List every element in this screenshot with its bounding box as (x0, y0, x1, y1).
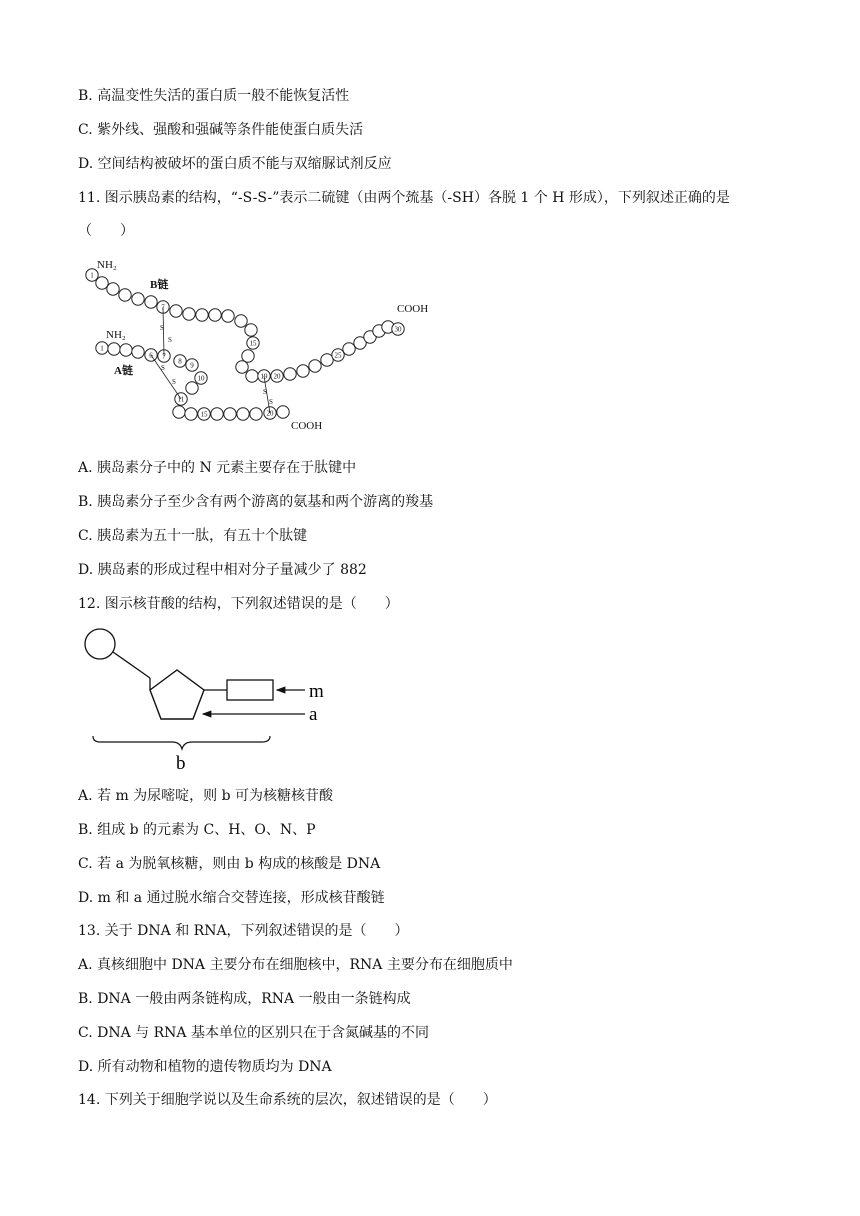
b-chain-cooh-label: COOH (397, 303, 429, 315)
q11-option-a: A. 胰岛素分子中的 N 元素主要存在于肽键中 (78, 460, 357, 476)
b-label: b (176, 753, 186, 774)
b-chain-amino-acid-bead (309, 360, 321, 372)
b-chain-bead-number: 1 (90, 271, 94, 280)
a-chain-amino-acid-bead (250, 408, 262, 420)
a-chain-cooh-label: COOH (291, 420, 323, 432)
m-label: m (309, 681, 324, 702)
sulfur-label: S (269, 398, 273, 406)
q11-stem: 11. 图示胰岛素的结构，“-S-S-”表示二硫键（由两个巯基（-SH）各脱 1 个 H 形成），下列叙述正确的是 (78, 190, 730, 206)
b-chain-bead-number: 30 (394, 325, 402, 334)
a-chain-amino-acid-bead (132, 346, 144, 358)
b-chain-bead-number: 7 (161, 303, 165, 312)
a-chain-bead-number: 7 (162, 352, 166, 361)
b-chain-amino-acid-bead (246, 370, 258, 382)
a-chain-label: A链 (114, 365, 133, 377)
a-chain-amino-acid-bead (120, 344, 132, 356)
q10-option-c: C. 紫外线、强酸和强碱等条件能使蛋白质失活 (78, 122, 364, 138)
a-chain-bead-number: 9 (190, 361, 194, 370)
q12-option-a: A. 若 m 为尿嘧啶，则 b 可为核糖核苷酸 (78, 788, 334, 804)
b-chain-amino-acid-bead (245, 324, 257, 336)
q13-option-c: C. DNA 与 RNA 基本单位的区别只在于含氮碱基的不同 (78, 1025, 429, 1041)
a-chain-bead-number: 15 (200, 410, 208, 419)
b-chain-label: B链 (150, 279, 169, 291)
a-chain-nh2-label: NH₂ (106, 329, 126, 341)
a-chain-amino-acid-bead (186, 382, 198, 394)
b-chain-bead-number: 20 (273, 372, 281, 381)
b-chain-amino-acid-bead (119, 289, 131, 301)
sulfur-label: S (161, 364, 165, 372)
b-chain-amino-acid-bead (96, 277, 108, 289)
q10-option-d: D. 空间结构被破坏的蛋白质不能与双缩脲试剂反应 (78, 156, 392, 172)
a-chain-amino-acid-bead (173, 406, 185, 418)
b-chain-amino-acid-bead (196, 309, 208, 321)
b-chain-amino-acid-bead (343, 343, 355, 355)
b-chain-amino-acid-bead (132, 293, 144, 305)
b-chain-amino-acid-bead (297, 365, 309, 377)
b-brace (93, 736, 270, 749)
b-chain-bead-number: 25 (334, 351, 342, 360)
phosphate-circle (85, 629, 115, 659)
q12-option-c: C. 若 a 为脱氧核糖，则由 b 构成的核酸是 DNA (78, 856, 381, 872)
b-chain-amino-acid-bead (107, 283, 119, 295)
b-chain-amino-acid-bead (145, 296, 157, 308)
base-rectangle (227, 680, 273, 700)
b-chain-bead-number: 15 (249, 339, 257, 348)
sulfur-label: S (263, 388, 267, 396)
q11-option-d: D. 胰岛素的形成过程中相对分子量减少了 882 (78, 562, 367, 578)
pentose-sugar-pentagon (150, 670, 204, 719)
q13-option-a: A. 真核细胞中 DNA 主要分布在细胞核中，RNA 主要分布在细胞质中 (78, 957, 513, 973)
b-chain-amino-acid-bead (284, 368, 296, 380)
sulfur-label: S (160, 324, 164, 332)
b-chain-amino-acid-bead (222, 310, 234, 322)
q11-option-c: C. 胰岛素为五十一肽，有五十个肽键 (78, 528, 308, 544)
a-chain-amino-acid-bead (211, 408, 223, 420)
q13-stem: 13. 关于 DNA 和 RNA，下列叙述错误的是（ ） (78, 923, 409, 939)
a-chain-bead-number: 11 (177, 395, 185, 404)
b-chain-amino-acid-bead (183, 308, 195, 320)
q12-stem: 12. 图示核苷酸的结构，下列叙述错误的是（ ） (78, 596, 399, 612)
b-chain-amino-acid-bead (242, 350, 254, 362)
a-chain-amino-acid-bead (108, 343, 120, 355)
a-chain-bead-number: 20 (266, 409, 274, 418)
insulin-structure-diagram (80, 252, 460, 442)
b-chain-amino-acid-bead (170, 305, 182, 317)
q13-option-b: B. DNA 一般由两条链构成，RNA 一般由一条链构成 (78, 991, 411, 1007)
a-chain-bead-number: 8 (178, 357, 182, 366)
b-chain-amino-acid-bead (235, 315, 247, 327)
q12-option-d: D. m 和 a 通过脱水缩合交替连接，形成核苷酸链 (78, 890, 385, 906)
q14-stem: 14. 下列关于细胞学说以及生命系统的层次，叙述错误的是（ ） (78, 1092, 497, 1108)
a-chain-bead-number: 1 (100, 344, 104, 353)
a-chain-amino-acid-bead (237, 408, 249, 420)
q13-option-d: D. 所有动物和植物的遗传物质均为 DNA (78, 1059, 332, 1075)
a-chain-amino-acid-bead (224, 408, 236, 420)
q12-option-b: B. 组成 b 的元素为 C、H、O、N、P (78, 822, 316, 838)
a-chain-bead-number: 6 (149, 351, 153, 360)
q11-answer-paren: （ ） (78, 223, 134, 239)
sulfur-label: S (172, 378, 176, 386)
sulfur-label: S (168, 336, 172, 344)
b-chain-amino-acid-bead (209, 309, 221, 321)
a-chain-amino-acid-bead (185, 408, 197, 420)
a-label: a (309, 704, 318, 725)
q10-option-b: B. 高温变性失活的蛋白质一般不能恢复活性 (78, 88, 350, 104)
b-chain-nh2-label: NH₂ (97, 259, 117, 271)
a-chain-amino-acid-bead (277, 406, 289, 418)
nucleotide-structure-diagram (80, 628, 340, 774)
a-chain-bead-number: 10 (197, 374, 205, 383)
b-chain-amino-acid-bead (236, 361, 248, 373)
phosphate-sugar-bond (113, 652, 150, 678)
b-chain-bead-number: 19 (260, 372, 268, 381)
q11-option-b: B. 胰岛素分子至少含有两个游离的氨基和两个游离的羧基 (78, 494, 434, 510)
